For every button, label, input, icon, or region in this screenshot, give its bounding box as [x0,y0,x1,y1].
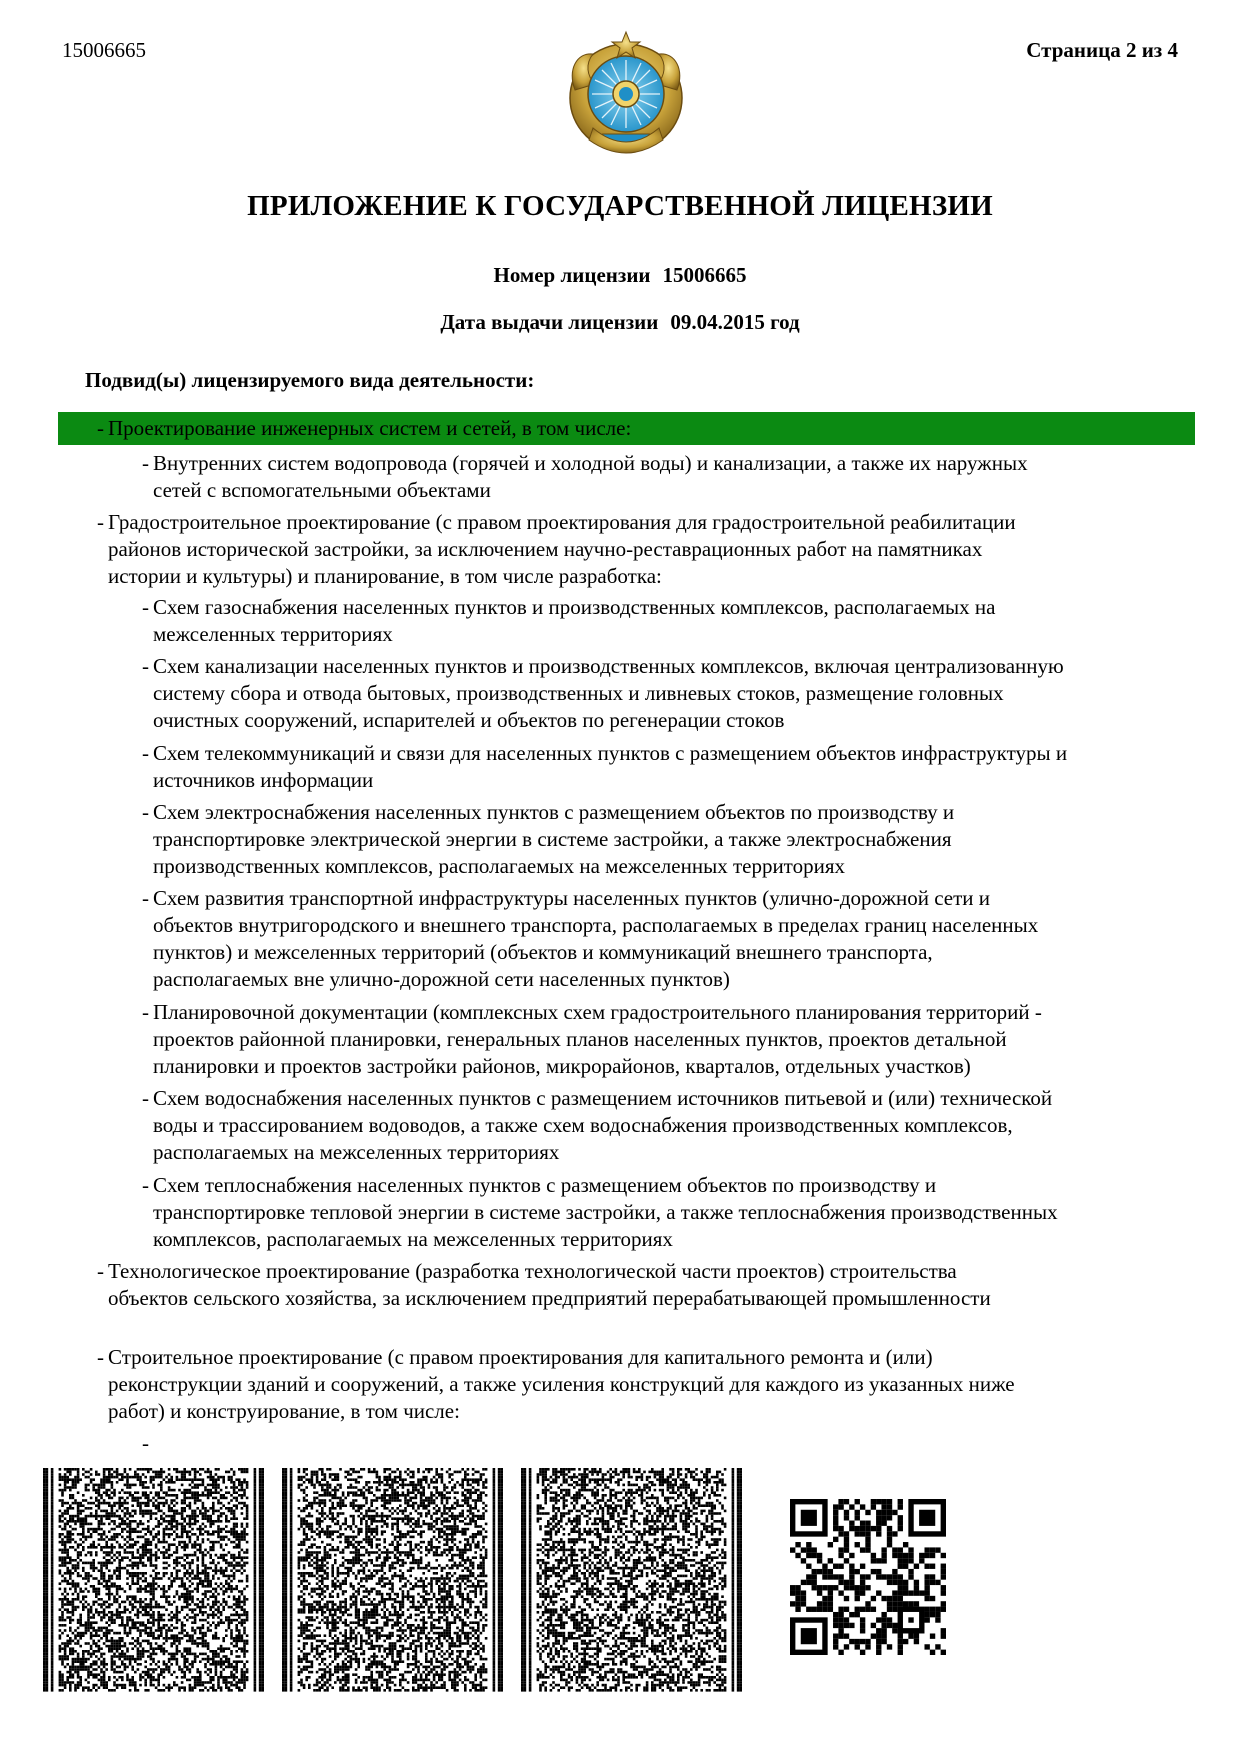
pdf417-barcode-icon [521,1468,743,1694]
list-dash: - [142,741,149,765]
item-text-line: планировки и проектов застройки районов, микрорайонов, кварталов, отдельных участков) [153,1054,971,1078]
item-text-line: Внутренних систем водопровода (горячей и холодной воды) и канализации, а также их наружных [153,451,1028,475]
item-text-line: Схем телекоммуникаций и связи для населенных пунктов с размещением объектов инфраструктуры и [153,741,1068,765]
item-text-line: воды и трассированием водоводов, а также схем водоснабжения производственных комплексов, [153,1113,1013,1137]
item-text-line: Планировочной документации (комплексных схем градостроительного планирования территорий - [153,1000,1042,1024]
list-dash: - [142,595,149,619]
activity-subitem [142,1085,1213,1166]
activity-subitem [142,1172,1213,1253]
license-number-label: Номер лицензии [493,263,651,287]
item-text-line: комплексов, располагаемых на межселенных территориях [153,1227,673,1251]
item-text-line: располагаемых на межселенных территориях [153,1140,560,1164]
item-text-line: располагаемых вне улично-дорожной сети населенных пунктов) [153,967,730,991]
item-text-line: источников информации [153,768,374,792]
activity-item [97,1258,1188,1312]
item-text-line: проектов районной планировки, генеральных планов населенных пунктов, проектов детальной [153,1027,1007,1051]
item-text-line: районов исторической застройки, за исключением научно-реставрационных работ на памятниках [108,537,983,561]
item-text-line: Строительное проектирование (с правом проектирования для капитального ремонта и (или) [108,1345,933,1369]
document-title: ПРИЛОЖЕНИЕ К ГОСУДАРСТВЕННОЙ ЛИЦЕНЗИИ [247,190,993,222]
list-dash: - [142,1086,149,1110]
page-indicator: Страница 2 из 4 [1026,38,1178,62]
activity-subitem [142,450,1213,504]
item-text-line: пунктов) и межселенных территорий (объектов и коммуникаций внешнего транспорта, [153,940,933,964]
list-dash: - [142,800,149,824]
list-dash: - [97,510,104,534]
item-text-line: Градостроительное проектирование (с правом проектирования для градостроительной реабилитации [108,510,1016,534]
item-text-line: объектов сельского хозяйства, за исключением предприятий перерабатывающей промышленности [108,1286,991,1310]
list-dash: - [142,1173,149,1197]
item-text-line: Схем канализации населенных пунктов и производственных комплексов, включая централизованную [153,654,1064,678]
issue-date-label: Дата выдачи лицензии [440,310,659,334]
item-text-line: объектов внутригородского и внешнего транспорта, располагаемых в пределах границ населенных [153,913,1039,937]
item-text-line: истории и культуры) и планирование, в том числе разработка: [108,564,662,588]
item-text-line: Схем газоснабжения населенных пунктов и производственных комплексов, располагаемых на [153,595,996,619]
activity-item [97,509,1188,590]
issue-date-value: 09.04.2015 год [670,310,800,334]
item-text-line: реконструкции зданий и сооружений, а также усиления конструкций для каждого из указанных ниже [108,1372,1015,1396]
item-text-line: Схем теплоснабжения населенных пунктов с размещением объектов по производству и [153,1173,937,1197]
qr-code-icon [790,1499,946,1655]
item-text-line: Технологическое проектирование (разработка технологической части проектов) строительства [108,1259,957,1283]
item-text-line: Схем водоснабжения населенных пунктов с размещением источников питьевой и (или) технической [153,1086,1053,1110]
item-text-line: очистных сооружений, испарителей и объектов по регенерации стоков [153,708,785,732]
activity-subitem [142,740,1213,794]
item-text-line: транспортировке тепловой энергии в системе застройки, а также теплоснабжения производственных [153,1200,1058,1224]
item-text-line: Схем развития транспортной инфраструктуры населенных пунктов (улично-дорожной сети и [153,886,991,910]
item-text-line: Схем электроснабжения населенных пунктов с размещением объектов по производству и [153,800,955,824]
item-text-line: систему сбора и отвода бытовых, производственных и ливневых стоков, размещение головных [153,681,1004,705]
activity-item [97,415,1188,442]
list-dash: - [142,451,149,475]
item-text-line: Проектирование инженерных систем и сетей, в том числе: [108,416,632,440]
list-dash: - [142,1000,149,1024]
list-dash: - [142,1431,149,1455]
activity-subitem [142,799,1213,880]
activity-subitem [142,885,1213,993]
activity-subitem [142,594,1213,648]
list-dash: - [142,886,149,910]
activity-subitem [142,653,1213,734]
subtypes-heading: Подвид(ы) лицензируемого вида деятельности: [85,368,535,392]
activity-item [97,1344,1188,1425]
item-text-line: работ) и конструирование, в том числе: [108,1399,460,1423]
item-text-line: производственных комплексов, располагаемых на межселенных территориях [153,854,845,878]
activity-subitem [142,999,1213,1080]
list-dash: - [97,416,104,440]
list-dash: - [142,654,149,678]
document-number: 15006665 [62,38,146,62]
item-text-line: межселенных территориях [153,622,393,646]
item-text-line: сетей с вспомогательными объектами [153,478,491,502]
list-dash: - [97,1345,104,1369]
list-dash: - [97,1259,104,1283]
pdf417-barcode-icon [43,1468,265,1694]
item-text-line: транспортировке электрической энергии в системе застройки, а также электроснабжения [153,827,952,851]
license-number-value: 15006665 [662,263,747,287]
pdf417-barcode-icon [282,1468,504,1694]
